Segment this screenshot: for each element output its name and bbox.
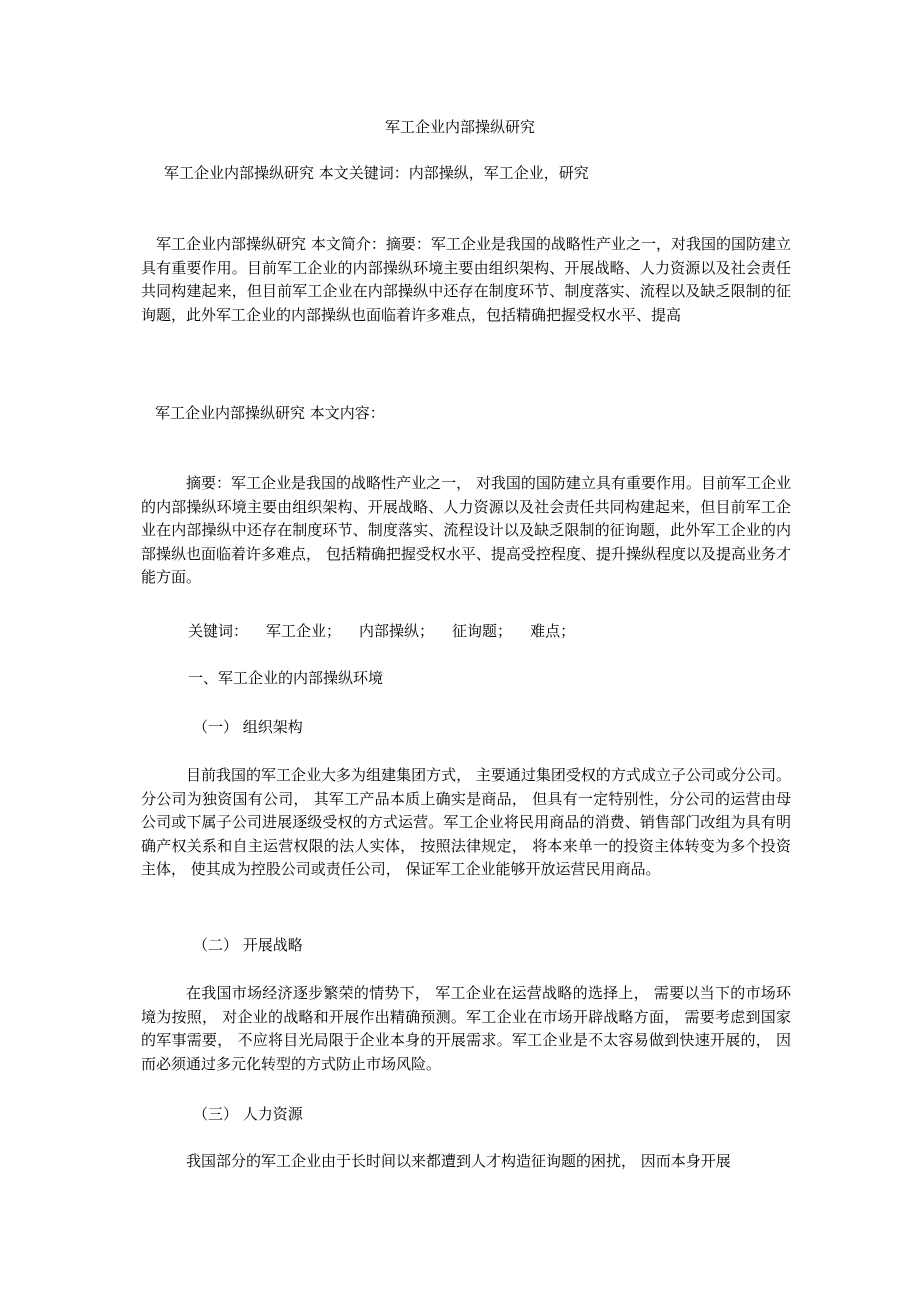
keywords-label: 关键词： [188,622,249,640]
keywords-line [188,620,575,641]
section-paragraph: 我国部分的军工企业由于长时间以来都遭到人才构造征询题的困扰， 因而本身开展 [186,1152,731,1170]
section-paragraph: 在我国市场经济逐步繁荣的情势下， 军工企业在运营战略的选择上， 需要以当下的市场环境为按照， 对企业的战略和开展作出精确预测。军工企业在市场开辟战略方面， 需要考虑到国家的军事需要， 不应将目光局限于企业本身的开展需求。军工企业是不太容易做到快速开展的， 因而必须通过多元化转型的方式防止市场风险。 [141,984,791,1073]
content-label: 军工企业内部操纵研究 本文内容： [155,404,385,422]
keyword-item: 难点； [530,622,576,640]
document-title: 军工企业内部操纵研究 [384,118,535,136]
keywords-summary-line: 军工企业内部操纵研究 本文关键词：内部操纵，军工企业，研究 [164,164,589,182]
section-heading: 一、军工企业的内部操纵环境 [188,669,384,687]
intro-paragraph: 军工企业内部操纵研究 本文简介：摘要：军工企业是我国的战略性产业之一，对我国的国防建立具有重要作用。目前军工企业的内部操纵环境主要由组织架构、开展战略、人力资源以及社会责任共同构建起来，但目前军工企业在内部操纵中还存在制度环节、制度落实、流程以及缺乏限制的征询题，此外军工企业的内部操纵也面临着许多难点，包括精确把握受权水平、提高 [141,235,791,324]
keyword-item: 征询题； [452,622,513,640]
section-paragraph: 目前我国的军工企业大多为组建集团方式， 主要通过集团受权的方式成立子公司或分公司。分公司为独资国有公司， 其军工产品本质上确实是商品， 但具有一定特别性，分公司的运营由母公司或下属子公司进展逐级受权的方式运营。军工企业将民用商品的消费、销售部门改组为具有明确产权关系和自主运营权限的法人实体， 按照法律规定， 将本来单一的投资主体转变为多个投资主体， 使其成为控股公司或责任公司， 保证军工企业能够开放运营民用商品。 [141,766,791,879]
subsection-heading: （三） 人力资源 [193,1105,303,1123]
abstract-paragraph: 摘要：军工企业是我国的战略性产业之一， 对我国的国防建立具有重要作用。目前军工企业的内部操纵环境主要由组织架构、开展战略、人力资源以及社会责任共同构建起来，但目前军工企业在内部操纵中还存在制度环节、制度落实、流程设计以及缺乏限制的征询题，此外军工企业的内部操纵也面临着许多难点， 包括精确把握受权水平、提高受控程度、提升操纵程度以及提高业务才能方面。 [141,474,791,587]
keyword-item: 内部操纵； [359,622,435,640]
subsection-heading: （二） 开展战略 [193,936,303,954]
keyword-item: 军工企业； [266,622,342,640]
subsection-heading: （一） 组织架构 [193,718,303,736]
